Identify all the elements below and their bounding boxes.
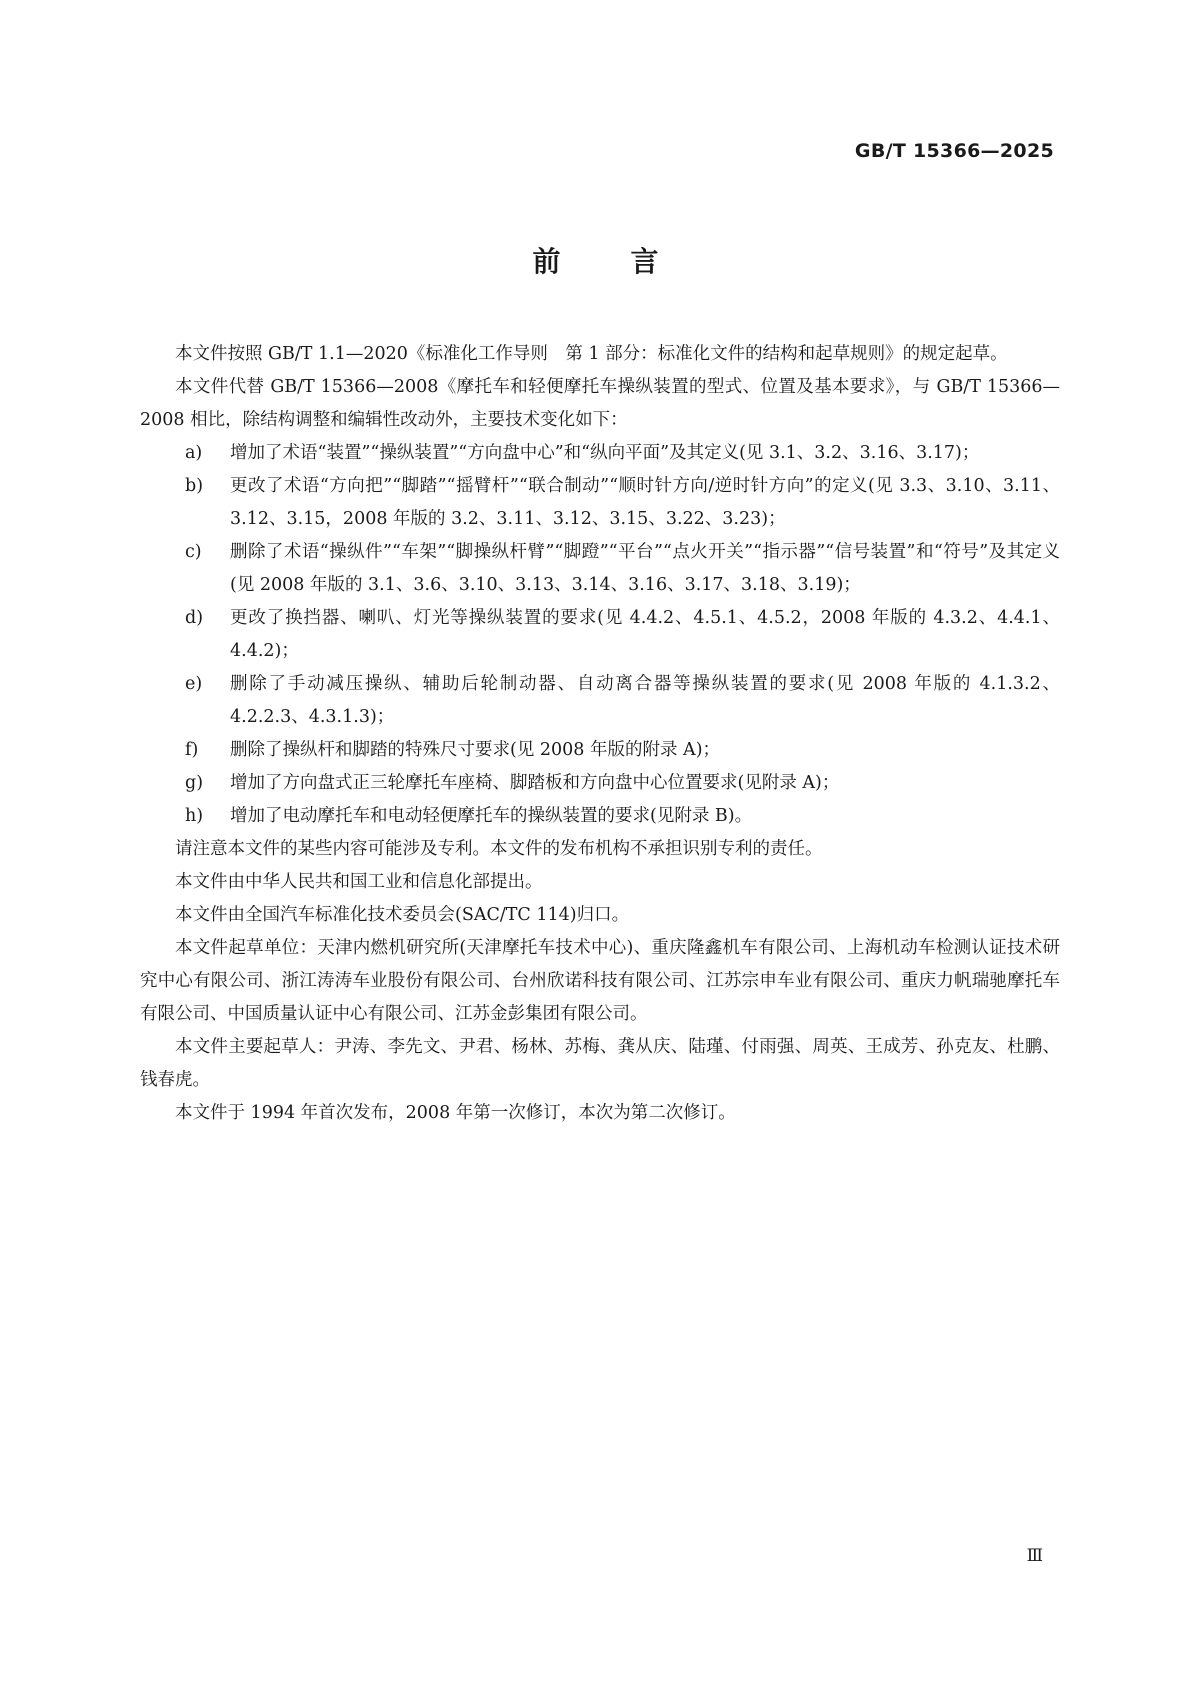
change-item-text: 增加了电动摩托车和电动轻便摩托车的操纵装置的要求(见附录 B)。 [230, 806, 753, 826]
paragraph-drafting-rules: 本文件按照 GB/T 1.1—2020《标准化工作导则 第 1 部分：标准化文件的结构和起草规则》的规定起草。 [175, 344, 1008, 364]
change-item-label: h) [185, 806, 204, 826]
change-item-label: a) [185, 443, 203, 463]
change-item-label: c) [185, 542, 202, 562]
paragraph-replacement: 本文件代替 GB/T 15366—2008《摩托车和轻便摩托车操纵装置的型式、位置及基本要求》，与 GB/T 15366—2008 相比，除结构调整和编辑性改动外，主要技术变化如下： [140, 377, 1060, 430]
paragraph-drafters: 本文件主要起草人：尹涛、李先文、尹君、杨林、苏梅、龚从庆、陆瑾、付雨强、周英、王成芳、孙克友、杜鹏、钱春虎。 [140, 1037, 1060, 1090]
foreword-body [140, 338, 1060, 1130]
change-item-label: g) [185, 773, 204, 793]
change-item [140, 536, 1060, 602]
change-item-text: 删除了手动减压操纵、辅助后轮制动器、自动离合器等操纵装置的要求(见 2008 年版的 4.1.3.2、4.2.2.3、4.3.1.3)； [230, 674, 1060, 727]
change-item-text: 更改了换挡器、喇叭、灯光等操纵装置的要求(见 4.4.2、4.5.1、4.5.2，2008 年版的 4.3.2、4.4.1、4.4.2)； [230, 608, 1060, 661]
change-item-text: 删除了操纵杆和脚踏的特殊尺寸要求(见 2008 年版的附录 A)； [230, 740, 721, 760]
change-item-label: d) [185, 608, 204, 628]
change-item [140, 668, 1060, 734]
change-item [140, 602, 1060, 668]
paragraph-proposer: 本文件由中华人民共和国工业和信息化部提出。 [175, 872, 543, 892]
change-item-text: 更改了术语“方向把”“脚踏”“摇臂杆”“联合制动”“顺时针方向/逆时针方向”的定义(见 3.3、3.10、3.11、3.12、3.15，2008 年版的 3.2、3.11、3.12、3.15、3.22、3.23)； [230, 476, 1060, 529]
change-item [140, 470, 1060, 536]
change-item-label: e) [185, 674, 203, 694]
change-item-text: 增加了术语“装置”“操纵装置”“方向盘中心”和“纵向平面”及其定义(见 3.1、3.2、3.16、3.17)； [230, 443, 980, 463]
paragraph-patent-notice: 请注意本文件的某些内容可能涉及专利。本文件的发布机构不承担识别专利的责任。 [175, 839, 823, 859]
change-item [140, 767, 1060, 800]
paragraph-drafting-units: 本文件起草单位：天津内燃机研究所(天津摩托车技术中心)、重庆隆鑫机车有限公司、上海机动车检测认证技术研究中心有限公司、浙江涛涛车业股份有限公司、台州欣诺科技有限公司、江苏宗申车业有限公司、重庆力帆瑞驰摩托车有限公司、中国质量认证中心有限公司、江苏金彭集团有限公司。 [140, 938, 1060, 1024]
standard-number: GB/T 15366—2025 [854, 140, 1054, 162]
change-item [140, 437, 1060, 470]
change-item [140, 800, 1060, 833]
page-number: Ⅲ [1026, 1546, 1043, 1566]
change-item-label: f) [185, 740, 199, 760]
change-item-label: b) [185, 476, 204, 496]
paragraph-committee: 本文件由全国汽车标准化技术委员会(SAC/TC 114)归口。 [175, 905, 630, 925]
page-title: 前言 [532, 245, 729, 278]
change-item-text: 删除了术语“操纵件”“车架”“脚操纵杆臂”“脚蹬”“平台”“点火开关”“指示器”“信号装置”和“符号”及其定义(见 2008 年版的 3.1、3.6、3.10、3.13、3.14、3.16、3.17、3.18、3.19)； [230, 542, 1060, 595]
change-item-text: 增加了方向盘式正三轮摩托车座椅、脚踏板和方向盘中心位置要求(见附录 A)； [230, 773, 840, 793]
change-item [140, 734, 1060, 767]
paragraph-history: 本文件于 1994 年首次发布，2008 年第一次修订，本次为第二次修订。 [175, 1103, 736, 1123]
